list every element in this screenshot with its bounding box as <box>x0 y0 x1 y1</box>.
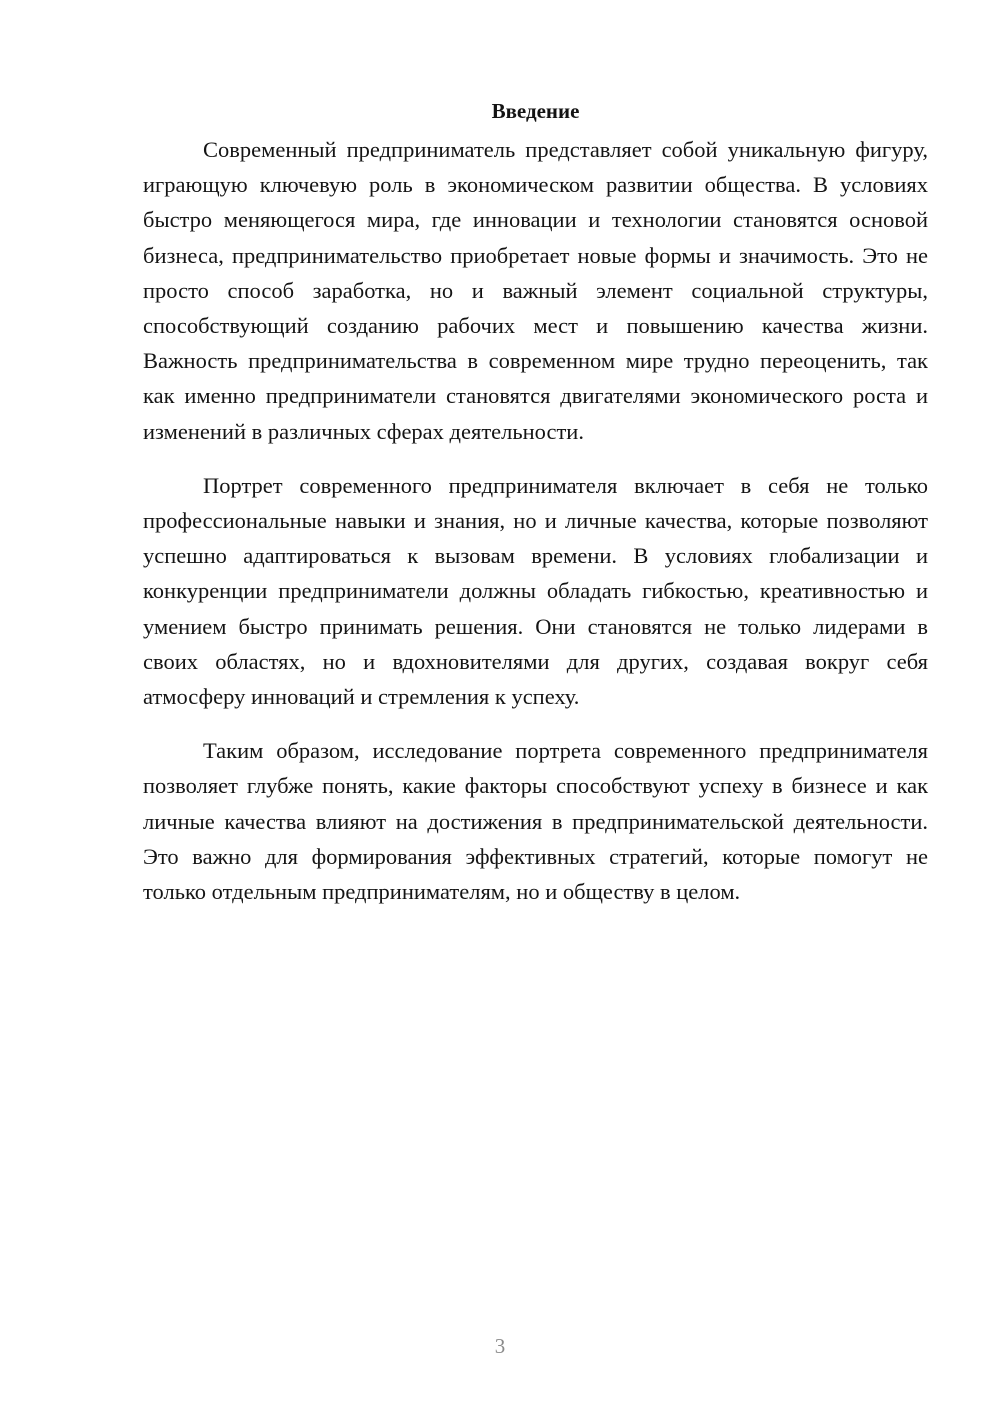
page-content <box>143 96 928 928</box>
paragraph-2: Портрет современного предпринимателя включает в себя не только профессиональные навыки и знания, но и личные качества, которые позволяют успешно адаптироваться к вызовам времени. В условиях глобализации и конкуренции предприниматели должны обладать гибкостью, креативностью и умением быстро принимать решения. Они становятся не только лидерами в своих областях, но и вдохновителями для других, создавая вокруг себя атмосферу инноваций и стремления к успеху. <box>143 472 928 710</box>
paragraph-3: Таким образом, исследование портрета современного предпринимателя позволяет глубже понять, какие факторы способствуют успеху в бизнесе и как личные качества влияют на достижения в предпринимательской деятельности. Это важно для формирования эффективных стратегий, которые помогут не только отдельным предпринимателям, но и обществу в целом. <box>143 738 928 905</box>
section-title: Введение <box>491 99 580 123</box>
paragraph-1: Современный предприниматель представляет собой уникальную фигуру, играющую ключевую роль в экономическом развитии общества. В условиях быстро меняющегося мира, где инновации и технологии становятся основой бизнеса, предпринимательство приобретает новые формы и значимость. Это не просто способ заработка, но и важный элемент социальной структуры, способствующий созданию рабочих мест и повышению качества жизни. Важность предпринимательства в современном мире трудно переоценить, так как именно предприниматели становятся двигателями экономического роста и изменений в различных сферах деятельности. <box>143 137 928 444</box>
page-number: 3 <box>494 1334 506 1358</box>
